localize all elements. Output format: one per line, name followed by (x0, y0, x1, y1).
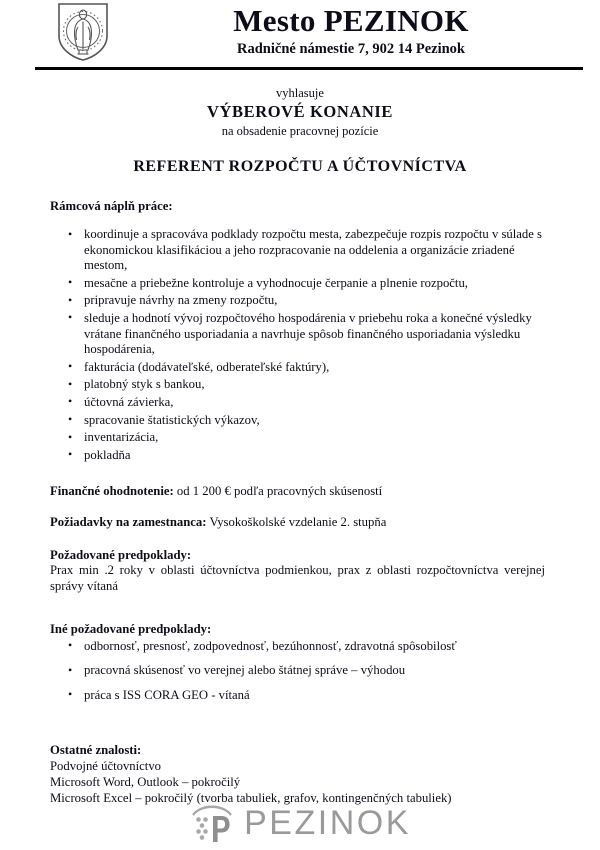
finance-label: Finančné ohodnotenie: (50, 484, 174, 499)
employee-requirements-label: Požiadavky na zamestnanca: (50, 515, 207, 530)
other-prerequisites-list (50, 639, 545, 704)
other-skills-heading: Ostatné znalosti: (50, 743, 142, 758)
finance-line (50, 483, 545, 499)
pezinok-watermark (0, 802, 600, 844)
list-item: • fakturácia (dodávateľské, odberateľské faktúry), (50, 360, 545, 376)
list-item: • účtovná závierka, (50, 395, 545, 411)
duties-heading: Rámcová náplň práce: (50, 199, 173, 213)
employee-requirements-line (50, 514, 545, 530)
list-item: • sleduje a hodnotí vývoj rozpočtového hospodárenia v priebehu roka a konečné výsledky vrátane finančného usporiadania a navrhuje spôsob finančného usporiadania výsledku hospodárenia, (50, 311, 545, 358)
list-item: • pokladňa (50, 448, 545, 464)
finance-value: od 1 200 € podľa pracovných skúseností (176, 484, 383, 499)
position-title: REFERENT ROZPOČTU A ÚČTOVNÍCTVA (133, 158, 467, 175)
required-prerequisites-text: Prax min .2 roky v oblasti účtovníctva podmienkou, prax z oblasti rozpočtovníctva verejnej správy vítaná (50, 563, 545, 593)
letterhead-text (120, 0, 582, 58)
list-item: • mesačne a priebežne kontroluje a vyhodnocuje čerpanie a plnenie rozpočtu, (50, 276, 545, 292)
other-skills-line: Microsoft Word, Outlook – pokročilý (50, 775, 241, 790)
list-item: • platobný styk s bankou, (50, 377, 545, 393)
list-item: • pripravuje návrhy na zmeny rozpočtu, (50, 293, 545, 309)
document-body (50, 176, 545, 806)
procedure-purpose: na obsadenie pracovnej pozície (221, 124, 379, 138)
list-item: • koordinuje a spracováva podklady rozpočtu mesta, zabezpečuje rozpis rozpočtu v súlade s ekonomickou klasifikáciou a jeho rozpracovanie na oddelenia a organizácie zriadené mestom, (50, 227, 545, 274)
other-prerequisites-heading: Iné požadované predpoklady: (50, 621, 212, 636)
list-item: • spracovanie štatistických výkazov, (50, 413, 545, 429)
employee-requirements-value: Vysokoškolské vzdelanie 2. stupňa (209, 515, 387, 530)
list-item: • odbornosť, presnosť, zodpovednosť, bezúhonnosť, zdravotná spôsobilosť (50, 639, 545, 655)
watermark-wordmark: PEZINOK (244, 804, 411, 842)
announcement-block (0, 86, 600, 139)
list-item: • práca s ISS CORA GEO - vítaná (50, 688, 545, 704)
city-address: Radničné námestie 7, 902 14 Pezinok (237, 41, 465, 57)
declares-label: vyhlasuje (276, 86, 324, 100)
header-divider (35, 67, 583, 70)
other-skills-line: Microsoft Excel – pokročilý (tvorba tabuliek, grafov, kontingenčných tabuliek) (50, 791, 452, 806)
letterhead (0, 0, 600, 68)
city-title: Mesto PEZINOK (233, 3, 469, 38)
pezinok-coat-of-arms-icon (57, 2, 109, 62)
list-item: • inventarizácia, (50, 430, 545, 446)
duties-list (50, 227, 545, 463)
required-prerequisites-heading: Požadované predpoklady: (50, 548, 192, 563)
procedure-title: VÝBEROVÉ KONANIE (206, 102, 394, 121)
pezinok-grape-p-logo-icon (189, 802, 235, 844)
other-skills-line: Podvojné účtovníctvo (50, 759, 162, 774)
list-item: • pracovná skúsenosť vo verejnej alebo štátnej správe – výhodou (50, 663, 545, 679)
